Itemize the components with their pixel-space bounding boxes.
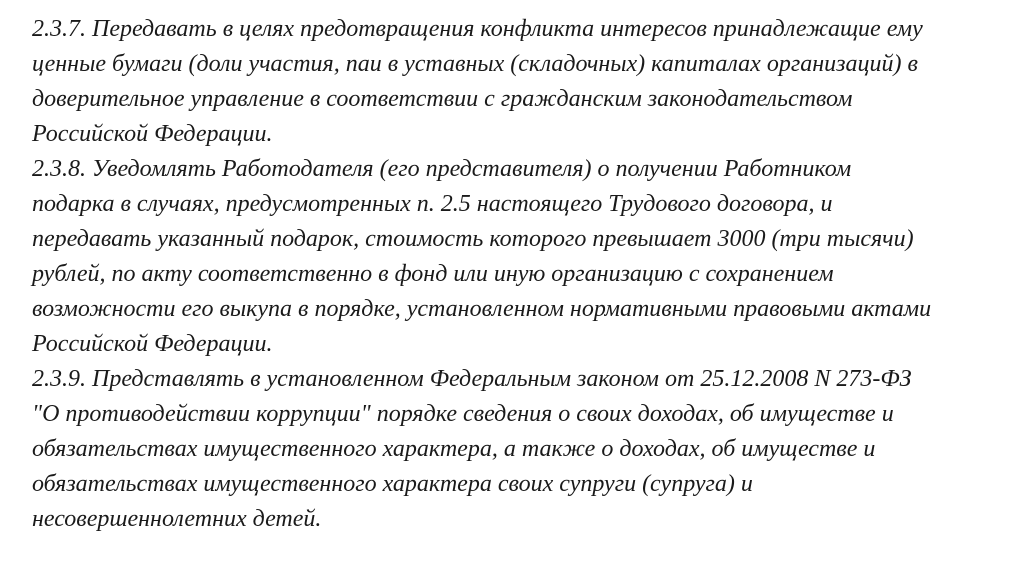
paragraph-line: 2.3.8. Уведомлять Работодателя (его представителя) о получении Работником (32, 156, 852, 182)
paragraph-line: несовершеннолетних детей. (32, 506, 322, 532)
document-text (32, 12, 1002, 537)
paragraph-line: Российской Федерации. (32, 121, 273, 147)
paragraph-2-3-8 (32, 152, 1002, 362)
paragraph-2-3-7 (32, 12, 1002, 152)
paragraph-line: обязательствах имущественного характера своих супруги (супруга) и (32, 471, 753, 497)
paragraph-line: 2.3.7. Передавать в целях предотвращения конфликта интересов принадлежащие ему (32, 16, 923, 42)
paragraph-line: рублей, по акту соответственно в фонд или иную организацию с сохранением (32, 261, 834, 287)
paragraph-2-3-9 (32, 362, 1002, 537)
paragraph-line: обязательствах имущественного характера, а также о доходах, об имуществе и (32, 436, 876, 462)
paragraph-line: подарка в случаях, предусмотренных п. 2.5 настоящего Трудового договора, и (32, 191, 833, 217)
paragraph-line: передавать указанный подарок, стоимость которого превышает 3000 (три тысячи) (32, 226, 914, 252)
paragraph-line: доверительное управление в соответствии с гражданским законодательством (32, 86, 853, 112)
paragraph-line: 2.3.9. Представлять в установленном Федеральным законом от 25.12.2008 N 273-ФЗ (32, 366, 912, 392)
paragraph-line: "О противодействии коррупции" порядке сведения о своих доходах, об имуществе и (32, 401, 894, 427)
paragraph-line: ценные бумаги (доли участия, паи в уставных (складочных) капиталах организаций) в (32, 51, 918, 77)
paragraph-line: возможности его выкупа в порядке, установленном нормативными правовыми актами (32, 296, 932, 322)
paragraph-line: Российской Федерации. (32, 331, 273, 357)
